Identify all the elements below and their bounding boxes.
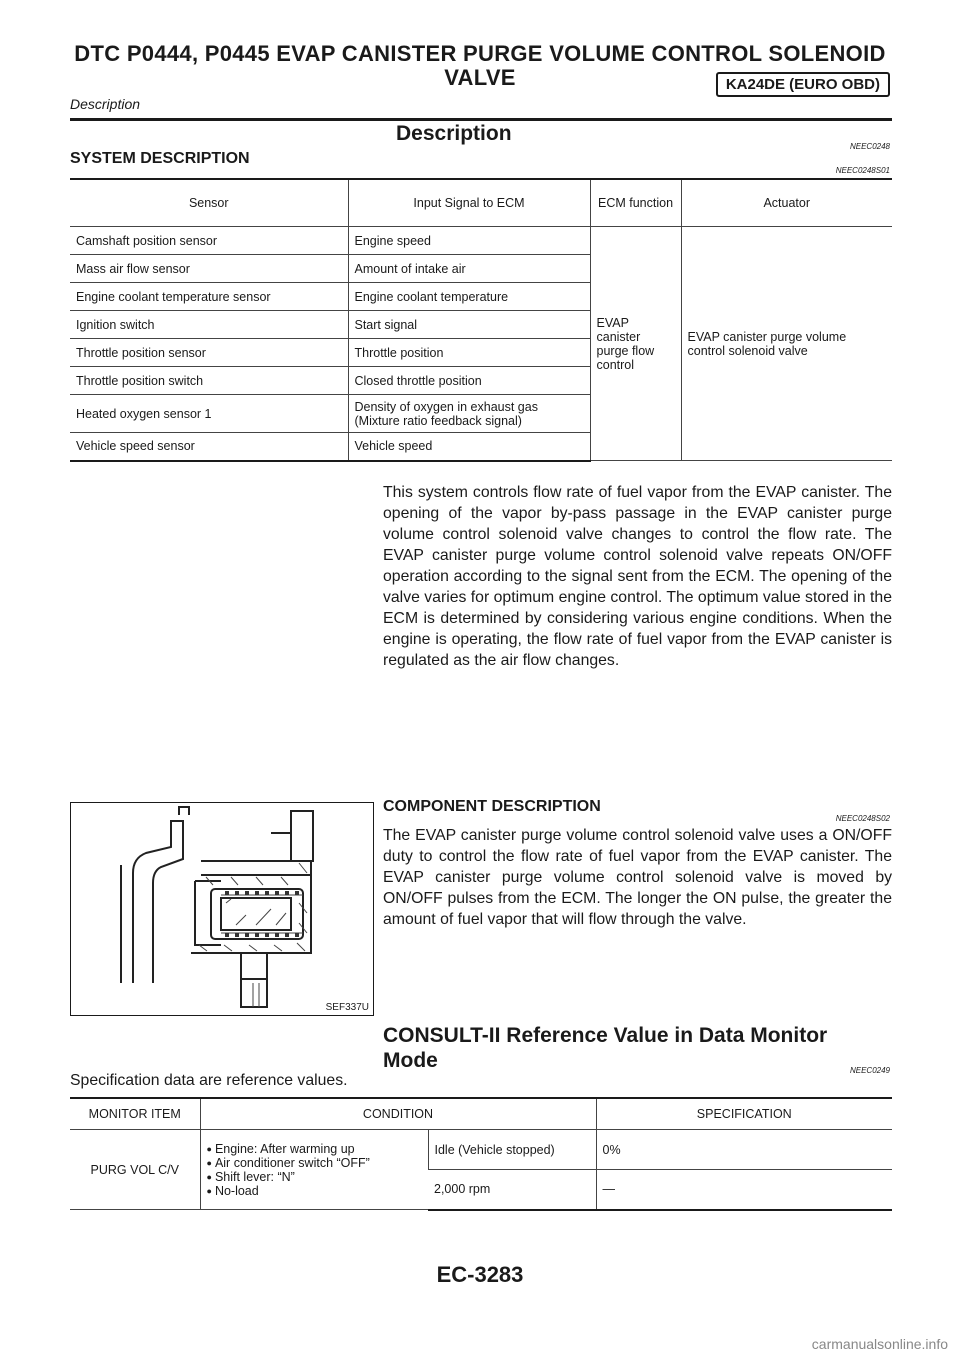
- sensor-cell: Throttle position switch: [70, 367, 348, 395]
- header-rule: [70, 118, 892, 121]
- engine-badge: KA24DE (EURO OBD): [716, 72, 890, 97]
- consult-heading-line2: Mode: [383, 1049, 438, 1072]
- col-header-specification: SPECIFICATION: [596, 1098, 892, 1130]
- col-header-ecm: ECM function: [590, 179, 681, 227]
- table-row: [70, 227, 892, 255]
- col-header-sensor: Sensor: [70, 179, 348, 227]
- table-row: [70, 1130, 892, 1170]
- sub-condition-cell: Idle (Vehicle stopped): [428, 1130, 596, 1170]
- conditions-cell: [200, 1130, 428, 1210]
- watermark[interactable]: carmanualsonline.info: [811, 1336, 948, 1352]
- signal-cell: Engine coolant temperature: [348, 283, 590, 311]
- col-header-monitor-item: MONITOR ITEM: [70, 1098, 200, 1130]
- spec-cell: 0%: [596, 1130, 892, 1170]
- consult-note: Specification data are reference values.: [70, 1072, 348, 1089]
- system-description-heading: SYSTEM DESCRIPTION: [70, 150, 250, 167]
- sensor-cell: Vehicle speed sensor: [70, 433, 348, 461]
- signal-cell: Vehicle speed: [348, 433, 590, 461]
- consult-code: NEEC0249: [849, 1066, 890, 1075]
- table-header-row: [70, 1098, 892, 1130]
- list-item: ● Air conditioner switch “OFF”: [207, 1156, 422, 1170]
- system-description-text: This system controls flow rate of fuel vapor from the EVAP canister. The opening of the vapor by-pass passage in the EVAP canister purge volume control solenoid valve changes to control the flow rate. The EVAP canister purge volume control solenoid valve repeats ON/OFF operation according to the signal sent from the ECM. The opening of the valve varies for optimum engine control. The optimum value stored in the ECM is determined by considering various engine conditions. When the engine is operating, the flow rate of fuel vapor from the EVAP canister is regulated as the air flow changes.: [383, 484, 892, 669]
- sensor-cell: Engine coolant temperature sensor: [70, 283, 348, 311]
- actuator-cell: EVAP canister purge volume control solenoid valve: [681, 227, 892, 461]
- consult-heading: [383, 1023, 827, 1073]
- table-header-row: [70, 179, 892, 227]
- figure-label: SEF337U: [325, 1002, 369, 1013]
- solenoid-valve-figure: [70, 802, 374, 1016]
- system-table: [70, 178, 892, 462]
- component-description-text: The EVAP canister purge volume control solenoid valve uses a ON/OFF duty to control the flow rate of fuel vapor from the EVAP canister. The EVAP canister purge volume control solenoid valve is moved by ON/OFF pulses from the ECM. The longer the ON pulse, the greater the amount of fuel vapor that will flow through the valve.: [383, 827, 892, 928]
- description-code: NEEC0248: [849, 142, 890, 151]
- consult-table: [70, 1097, 892, 1211]
- sensor-cell: Heated oxygen sensor 1: [70, 395, 348, 433]
- signal-cell: Amount of intake air: [348, 255, 590, 283]
- header-subtitle: Description: [70, 96, 141, 112]
- spec-cell: —: [596, 1170, 892, 1210]
- signal-cell: Density of oxygen in exhaust gas (Mixture ratio feedback signal): [348, 395, 590, 433]
- header-title-line2: VALVE: [444, 65, 516, 90]
- monitor-item-cell: PURG VOL C/V: [70, 1130, 200, 1210]
- sub-condition-cell: 2,000 rpm: [428, 1170, 596, 1210]
- header-title-line1: DTC P0444, P0445 EVAP CANISTER PURGE VOLUME CONTROL SOLENOID: [74, 41, 886, 66]
- ecm-function-cell: EVAP canister purge flow control: [590, 227, 681, 461]
- component-description-code: NEEC0248S02: [835, 814, 890, 823]
- description-heading: Description: [396, 122, 512, 145]
- col-header-input: Input Signal to ECM: [348, 179, 590, 227]
- component-description-heading: COMPONENT DESCRIPTION: [383, 798, 601, 815]
- signal-cell: Throttle position: [348, 339, 590, 367]
- col-header-condition: CONDITION: [200, 1098, 596, 1130]
- sensor-cell: Mass air flow sensor: [70, 255, 348, 283]
- signal-cell: Engine speed: [348, 227, 590, 255]
- signal-cell: Start signal: [348, 311, 590, 339]
- solenoid-valve-drawing: [71, 803, 373, 1015]
- list-item: ● Engine: After warming up: [207, 1142, 422, 1156]
- conditions-list: [207, 1142, 422, 1198]
- sensor-cell: Camshaft position sensor: [70, 227, 348, 255]
- sensor-cell: Throttle position sensor: [70, 339, 348, 367]
- signal-cell: Closed throttle position: [348, 367, 590, 395]
- page-number: EC-3283: [436, 1262, 524, 1287]
- system-description-code: NEEC0248S01: [835, 166, 890, 175]
- consult-heading-line1: CONSULT-II Reference Value in Data Monitor: [383, 1024, 828, 1047]
- list-item: ● Shift lever: “N”: [207, 1170, 422, 1184]
- list-item: ● No-load: [207, 1184, 422, 1198]
- sensor-cell: Ignition switch: [70, 311, 348, 339]
- col-header-actuator: Actuator: [681, 179, 892, 227]
